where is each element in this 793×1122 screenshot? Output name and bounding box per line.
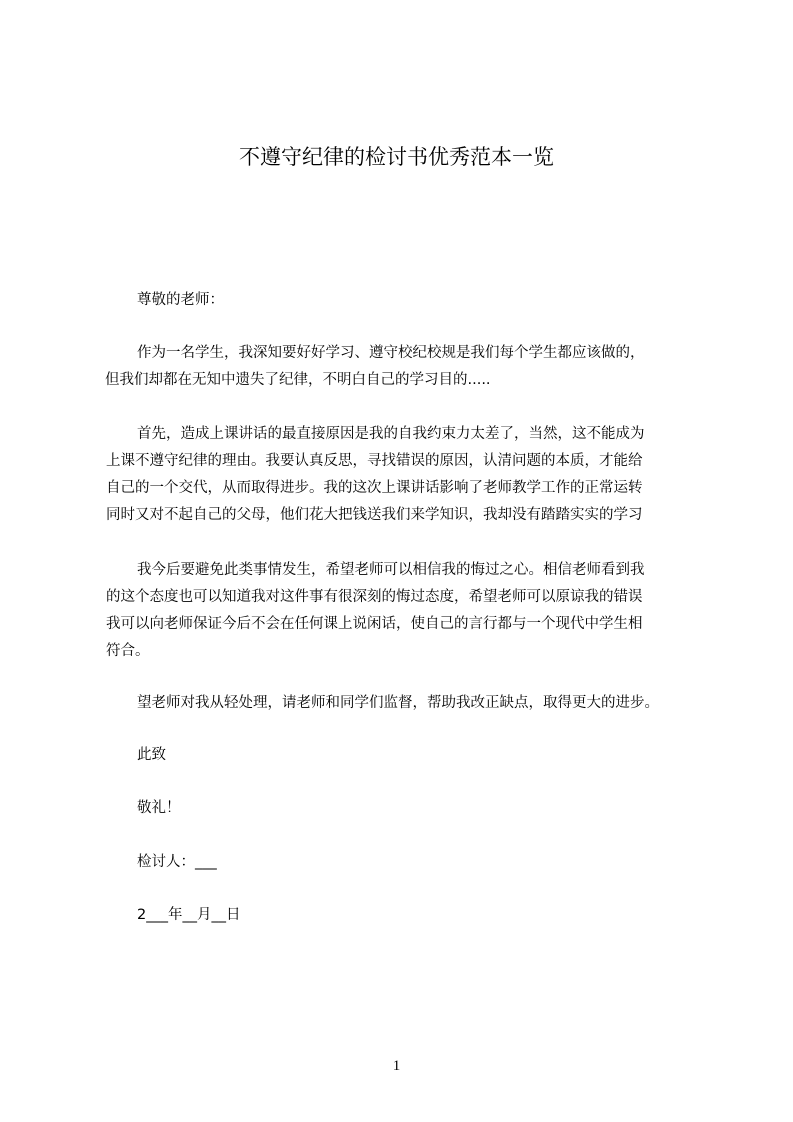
document-title: 不遵守纪律的检讨书优秀范本一览: [239, 145, 554, 169]
paragraph-3-line-2: 的这个态度也可以知道我对这件事有很深刻的悔过态度，希望老师可以原谅我的错误: [106, 589, 643, 605]
regards: 敬礼！: [137, 800, 181, 816]
paragraph-2-line-2: 上课不遵守纪律的理由。我要认真反思，寻找错误的原因，认清问题的本质，才能给: [106, 453, 643, 469]
paragraph-2-line-4: 同时又对不起自己的父母，他们花大把钱送我们来学知识，我却没有踏踏实实的学习: [106, 507, 643, 523]
salutation: 尊敬的老师：: [137, 292, 224, 308]
closing: 此致: [137, 747, 166, 763]
paragraph-2-line-1: 首先，造成上课讲话的最直接原因是我的自我约束力太差了，当然，这不能成为: [137, 426, 645, 442]
paragraph-1-line-2: 但我们却都在无知中遗失了纪律，不明白自己的学习目的.....: [105, 372, 491, 388]
signature-line: 检讨人：___: [137, 854, 217, 870]
paragraph-2-line-3: 自己的一个交代，从而取得进步。我的这次上课讲话影响了老师教学工作的正常运转: [106, 480, 643, 496]
page-number: 1: [392, 1058, 401, 1074]
paragraph-3-line-1: 我今后要避免此类事情发生，希望老师可以相信我的悔过之心。相信老师看到我: [137, 562, 645, 578]
paragraph-3-line-4: 符合。: [106, 643, 150, 659]
paragraph-3-line-3: 我可以向老师保证今后不会在任何课上说闲话，使自己的言行都与一个现代中学生相: [106, 616, 643, 632]
paragraph-1-line-1: 作为一名学生，我深知要好好学习、遵守校纪校规是我们每个学生都应该做的，: [137, 345, 645, 361]
paragraph-4-line-1: 望老师对我从轻处理，请老师和同学们监督，帮助我改正缺点，取得更大的进步。: [137, 695, 659, 711]
date-line: 2___年__月__日: [137, 907, 241, 923]
